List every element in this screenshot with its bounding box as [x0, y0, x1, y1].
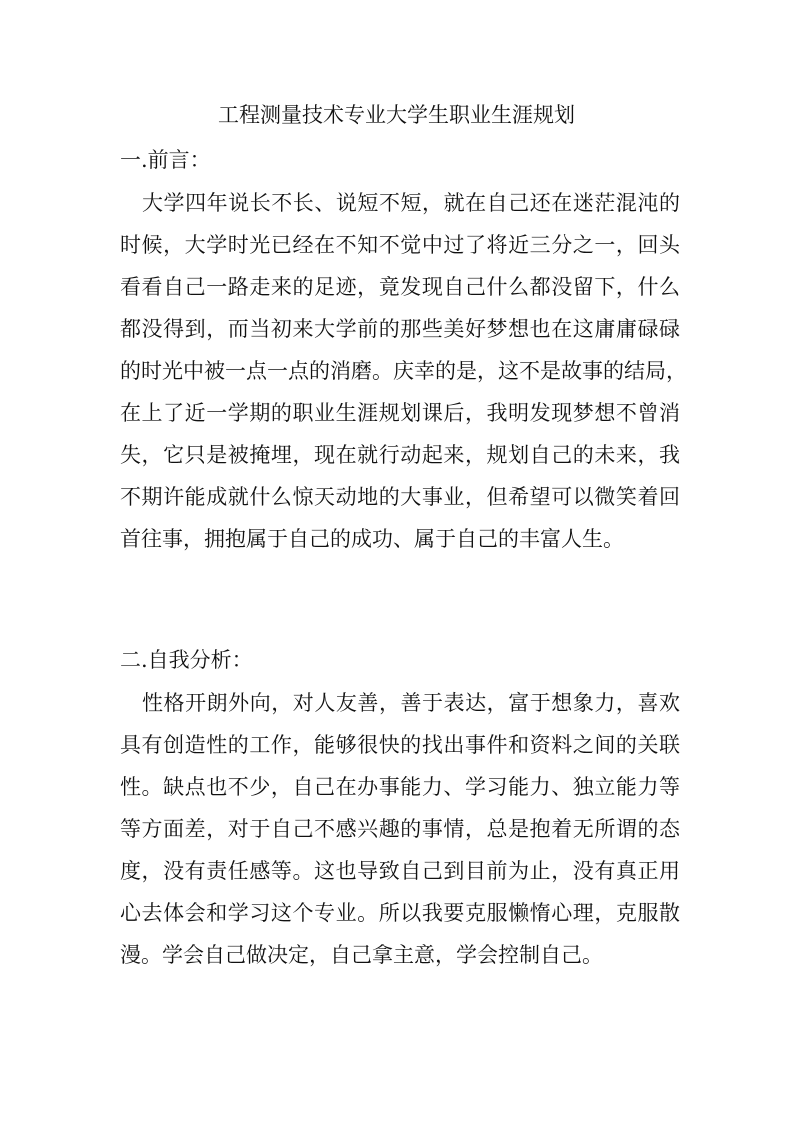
- paragraph-line: 等方面差，对于自己不感兴趣的事情，总是抱着无所谓的态: [120, 817, 680, 841]
- paragraph-line: 具有创造性的工作，能够很快的找出事件和资料之间的关联: [120, 733, 680, 757]
- paragraph-line: 都没得到，而当初来大学前的那些美好梦想也在这庸庸碌碌: [120, 317, 680, 341]
- paragraph-line: 漫。学会自己做决定，自己拿主意，学会控制自己。: [120, 943, 603, 967]
- paragraph-line: 心去体会和学习这个专业。所以我要克服懒惰心理，克服散: [120, 901, 680, 925]
- paragraph-line: 首往事，拥抱属于自己的成功、属于自己的丰富人生。: [120, 527, 624, 551]
- paragraph-line: 时候，大学时光已经在不知不觉中过了将近三分之一，回头: [120, 233, 680, 257]
- document-title: 工程测量技术专业大学生职业生涯规划: [218, 103, 575, 127]
- paragraph-line: 度，没有责任感等。这也导致自己到目前为止，没有真正用: [120, 859, 680, 883]
- paragraph-line: 性。缺点也不少，自己在办事能力、学习能力、独立能力等: [120, 775, 680, 799]
- paragraph-line: 在上了近一学期的职业生涯规划课后，我明发现梦想不曾消: [120, 401, 680, 425]
- paragraph-line: 不期许能成就什么惊天动地的大事业，但希望可以微笑着回: [120, 485, 680, 509]
- paragraph-line: 失，它只是被掩埋，现在就行动起来，规划自己的未来，我: [120, 443, 680, 467]
- section-heading-preface: 一.前言：: [120, 148, 211, 172]
- paragraph-line: 的时光中被一点一点的消磨。庆幸的是，这不是故事的结局，: [120, 359, 687, 383]
- paragraph-line: 看看自己一路走来的足迹，竟发现自己什么都没留下，什么: [120, 275, 680, 299]
- section-heading-self-analysis: 二.自我分析：: [120, 648, 253, 672]
- paragraph-line: 性格开朗外向，对人友善，善于表达，富于想象力，喜欢: [142, 691, 680, 715]
- preface-paragraph: [120, 182, 687, 560]
- paragraph-line: 大学四年说长不长、说短不短，就在自己还在迷茫混沌的: [142, 191, 680, 215]
- self-analysis-paragraph: [120, 682, 680, 976]
